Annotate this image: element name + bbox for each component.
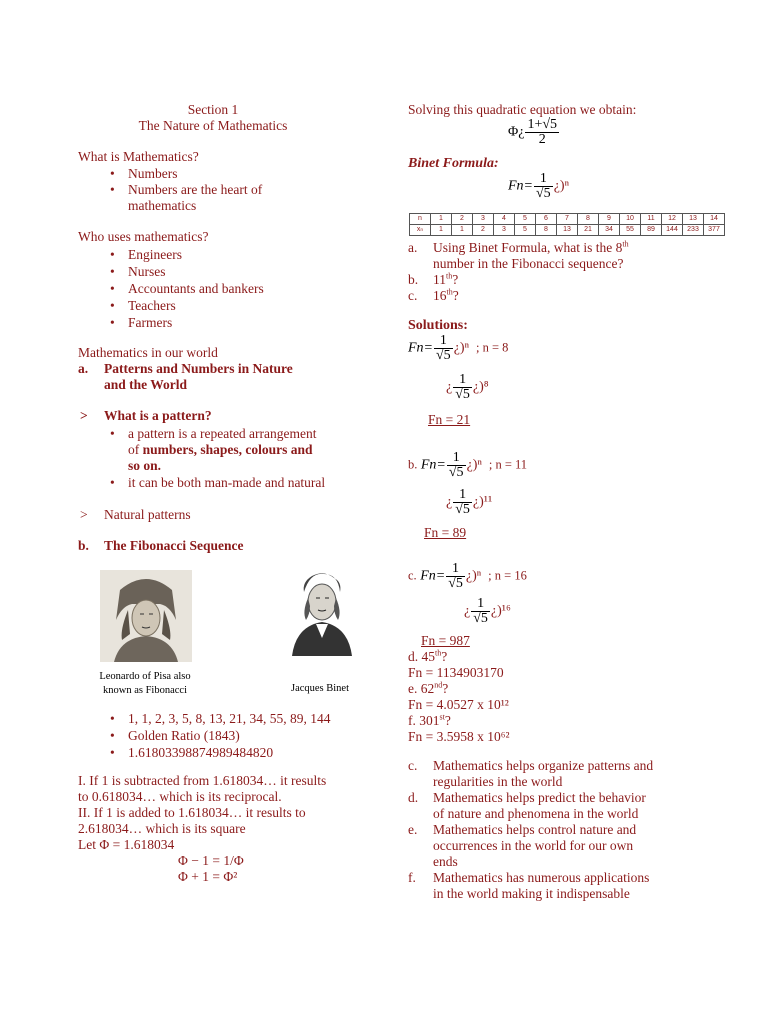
- solutions-heading: Solutions:: [408, 318, 468, 333]
- list-item: • Accountants and bankers: [104, 280, 324, 297]
- fibonacci-list: [104, 710, 374, 761]
- list-item: • Teachers: [104, 297, 324, 314]
- marker-b: b.: [408, 272, 419, 287]
- pattern-list: [104, 426, 364, 442]
- what-is-heading: What is Mathematics?: [78, 149, 199, 164]
- who-uses-heading: Who uses mathematics?: [78, 229, 209, 244]
- phi-formula: Φ¿ $\frac{1+√5}{2}$: [508, 117, 558, 147]
- patterns-heading: Patterns and Numbers in Nature: [104, 361, 293, 376]
- answer-f: Fn = 3.5958 x 10⁶²: [408, 729, 510, 744]
- pattern-heading: What is a pattern?: [104, 408, 212, 423]
- list-item: • Engineers: [104, 246, 324, 263]
- list-item: • Numbers: [104, 166, 324, 182]
- list-item: • Golden Ratio (1843): [104, 727, 374, 744]
- marker-a: a.: [78, 361, 89, 376]
- question-c: 16th?: [433, 287, 459, 303]
- solution-c-formula: c. Fn= $\frac{1}{√5}$ ¿)ⁿ ; n = 16: [408, 561, 527, 591]
- marker-arrow: >: [80, 507, 88, 522]
- marker-arrow: >: [80, 408, 88, 423]
- pattern-item-cont: of numbers, shapes, colours and: [128, 442, 313, 457]
- answer-e: Fn = 4.0527 x 10¹²: [408, 697, 509, 712]
- list-item: • Nurses: [104, 263, 324, 280]
- binet-formula: Fn= $\frac{1}{√5}$ ¿)ⁿ: [508, 171, 569, 201]
- question-f: f. 301st?: [408, 712, 451, 728]
- question-a: Using Binet Formula, what is the 8th: [433, 239, 629, 255]
- caption-binet: Jacques Binet: [290, 683, 350, 694]
- solution-a-formula: Fn= $\frac{1}{√5}$ ¿)ⁿ ; n = 8: [408, 333, 509, 363]
- paragraph-added: II. If 1 is added to 1.618034… it results to 2.618034… which is its square: [78, 805, 306, 836]
- question-d: d. 45th?: [408, 648, 448, 664]
- question-e: e. 62nd?: [408, 680, 449, 696]
- solution-b-step: ¿ $\frac{1}{√5}$ ¿)¹¹: [446, 487, 493, 517]
- marker-a: a.: [408, 240, 418, 255]
- solution-c-step: ¿ $\frac{1}{√5}$ ¿)¹⁶: [464, 596, 511, 626]
- solution-b-result: Fn = 89: [424, 525, 467, 540]
- marker-b: b.: [78, 538, 89, 553]
- equation-1: Φ − 1 = 1/Φ: [178, 853, 244, 868]
- solution-b-formula: b. Fn= $\frac{1}{√5}$ ¿)ⁿ ; n = 11: [408, 450, 528, 480]
- let-phi: Let Φ = 1.618034: [78, 837, 175, 852]
- solving-text: Solving this quadratic equation we obtain:: [408, 102, 637, 117]
- table-row: n 1 2 3 4 5 6 7 8 9 10 11 12 13 14: [410, 214, 725, 225]
- math-world-heading: Mathematics in our world: [78, 345, 218, 360]
- equation-2: Φ + 1 = Φ²: [178, 869, 238, 884]
- binet-heading: Binet Formula:: [408, 156, 499, 171]
- list-item: • it can be both man-made and natural: [104, 475, 364, 491]
- solution-a-step: ¿ $\frac{1}{√5}$ ¿)⁸: [446, 372, 489, 402]
- question-a-cont: number in the Fibonacci sequence?: [433, 256, 624, 271]
- list-item: • 1.6180339887498948482​0: [104, 744, 374, 761]
- table-row: xₙ 1 1 2 3 5 8 13 21 34 55 89 144 233 377: [410, 225, 725, 236]
- caption-leonardo: Leonardo of Pisa also known as Fibonacci: [99, 671, 191, 696]
- list-item: • Numbers are the heart of: [104, 182, 324, 198]
- pattern-item-cont: so on.: [128, 458, 162, 473]
- who-uses-list: [104, 246, 324, 331]
- solution-a-result: Fn = 21: [428, 412, 471, 427]
- marker-c: c.: [408, 288, 418, 303]
- pattern-list-2: [104, 475, 364, 491]
- patterns-heading-cont: and the World: [104, 377, 188, 392]
- fibonacci-heading: The Fibonacci Sequence: [104, 538, 244, 553]
- section-label: Section 1: [187, 102, 239, 117]
- natural-patterns: Natural patterns: [104, 507, 191, 522]
- page-title: The Nature of Mathematics: [138, 118, 288, 133]
- fibonacci-table: [409, 213, 725, 236]
- solution-c-result: Fn = 987: [421, 633, 470, 648]
- list-item: e. Mathematics helps control nature and occurrences in the world for our own ends: [408, 822, 637, 869]
- what-is-list: [104, 166, 324, 198]
- list-item: f. Mathematics has numerous applications in the world making it indispensable: [408, 870, 650, 901]
- leonardo-portrait: [100, 570, 192, 662]
- list-item: • Farmers: [104, 314, 324, 331]
- paragraph-subtracted: I. If 1 is subtracted from 1.618034… it results to 0.618034… which is its reciprocal.: [78, 773, 327, 804]
- binet-portrait: [284, 568, 358, 656]
- question-b: 11th?: [433, 271, 459, 287]
- answer-d: Fn = 1134903170: [408, 665, 504, 680]
- list-item: • 1, 1, 2, 3, 5, 8, 13, 21, 34, 55, 89, 144: [104, 710, 374, 727]
- importance-list: [408, 758, 718, 902]
- list-item: d. Mathematics helps predict the behavior of nature and phenomena in the world: [408, 790, 646, 821]
- extra-solutions: [408, 649, 510, 745]
- list-item: • a pattern is a repeated arrangement: [104, 426, 364, 442]
- list-item: c. Mathematics helps organize patterns and regularities in the world: [408, 758, 654, 789]
- list-item-continued: mathematics: [128, 198, 197, 213]
